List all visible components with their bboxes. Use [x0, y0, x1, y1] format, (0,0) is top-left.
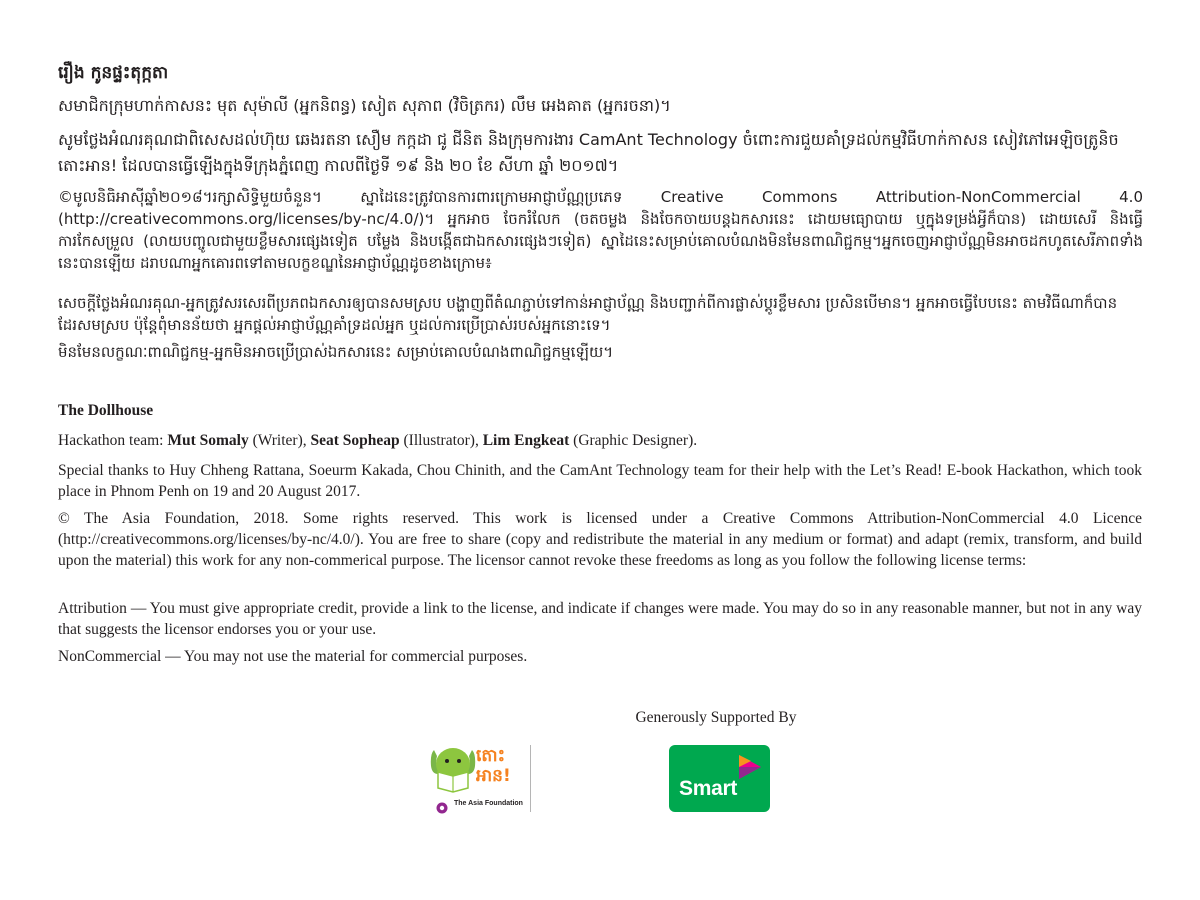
- khmer-team-credits: សមាជិកក្រុមហាក់កាសនះ មុត សុម៉ាលី (អ្នកនិពន្ធ) សៀត សុភាព (វិចិត្រករ) លឹម អេងគាត (អ្នករចនា)។: [58, 96, 671, 115]
- member-name: Seat Sopheap: [310, 432, 400, 449]
- english-copyright: © The Asia Foundation, 2018. Some rights reserved. This work is licensed under a Creative Commons Attribution-NonCommercial 4.0 Licence (http://creativecommons.org/licenses/by-nc/4.0/). You are free to share (copy and redistribute the material in any medium or format) and adapt (remix, transform, and build upon the material) this work for any non-commerical purpose. The licensor cannot revoke these freedoms as long as you follow the following license terms:: [58, 510, 1142, 569]
- khmer-thanks: សូមថ្លែងអំណរគុណជាពិសេសដល់ហ៊ុយ ឆេងរតនា សឿម កក្កដា ជូ ជីនិត និងក្រុមការងារ CamAnt Technology ចំពោះការជួយគាំទ្រដល់កម្មវិធីហាក់កាសន សៀវភៅអេឡិចត្រូនិច តោះអាន! ដែលបានធ្វើឡើងក្នុងទីក្រុងភ្នំពេញ កាលពីថ្ងៃទី ១៩ និង ២០ ខែ សីហា ឆ្នាំ ២០១៧។: [58, 130, 1119, 175]
- member-name: Mut Somaly: [167, 432, 249, 449]
- member-role: (Writer),: [248, 432, 311, 449]
- member-role: (Illustrator),: [399, 432, 483, 449]
- team-prefix: Hackathon team:: [58, 432, 168, 449]
- smart-logo: [669, 745, 770, 812]
- asia-foundation-name: The Asia Foundation: [454, 800, 523, 807]
- english-title: The Dollhouse: [58, 402, 154, 419]
- khmer-noncommercial: មិនមែនលក្ខណៈពាណិជ្ជកម្ម-អ្នកមិនអាចប្រើប្រាស់ឯកសារនេះ សម្រាប់គោលបំណងពាណិជ្ជកម្មឡើយ។: [58, 343, 614, 361]
- english-noncommercial: NonCommercial — You may not use the material for commercial purposes.: [58, 648, 528, 665]
- smart-wordmark: Smart: [679, 777, 738, 800]
- member-name: Lim Engkeat: [482, 432, 570, 449]
- khmer-attribution: សេចក្តីថ្លែងអំណរគុណ-អ្នកត្រូវសរសេរពីប្រភពឯកសារឲ្យបានសមស្រប បង្ហាញពីតំណភ្ជាប់ទៅកាន់អាជ្ញាប័ណ្ណ និងបញ្ជាក់ពីការផ្លាស់ប្តូរខ្លឹមសារ ប្រសិនបើមាន។ អ្នកអាចធ្វើបែបនេះ តាមវិធីណាក៏បានដែរសមស្រប ប៉ុន្តែពុំមានន័យថា អ្នកផ្តល់អាជ្ញាប័ណ្ណគាំទ្រដល់អ្នក ឬដល់ការប្រើប្រាស់របស់អ្នកនោះទេ។: [58, 294, 1118, 334]
- english-team-credits: [58, 430, 1142, 451]
- khmer-copyright: ©មូលនិធិអាស៊ីឆ្នាំ២០១៨។រក្សាសិទ្ធិមួយចំនួន។ ស្នាដៃនេះត្រូវបានការពារក្រោមអាជ្ញាប័ណ្ណប្រភេទ Creative Commons Attribution-NonCommercial 4.0 (http://creativecommons.org/licenses/by-nc/4.0/)។ អ្នកអាច ចែករំលែក (ចតចម្លង និងចែកចាយបន្តឯកសារនេះ ដោយមធ្យោបាយ ឬក្នុងទម្រង់អ្វីក៏បាន) ដោយសេរី និងធ្វើការកែសម្រួល (លាយបញ្ចូលជាមួយខ្លឹមសារផ្សេងទៀត បម្លែង និងបង្កើតជាឯកសារផ្សេងៗទៀត) ស្នាដៃនេះសម្រាប់គោលបំណងមិនមែនពាណិជ្ជកម្ម។អ្នកចេញអាជ្ញាប័ណ្ណមិនអាចដកហូតសេរីភាពទាំងនេះបានឡើយ ដរាបណាអ្នកគោរពទៅតាមលក្ខខណ្ឌនៃអាជ្ញាប័ណ្ណដូចខាងក្រោម៖: [58, 188, 1143, 272]
- supported-by-label: Generously Supported By: [635, 709, 797, 726]
- english-attribution: Attribution — You must give appropriate credit, provide a link to the license, and indicate if changes were made. You may do so in any reasonable manner, but not in any way that suggests the licensor endorses you or your use.: [58, 600, 1142, 638]
- lets-read-khmer-wordmark: តោះ អាន!: [476, 746, 511, 786]
- english-thanks: Special thanks to Huy Chheng Rattana, Soeurm Kakada, Chou Chinith, and the CamAnt Technology team for their help with the Let’s Read! E-book Hackathon, which took place in Phnom Penh on 19 and 20 August 2017.: [58, 462, 1142, 500]
- khmer-title: រឿង កូនផ្ទះតុក្កតា: [58, 63, 169, 83]
- member-role: (Graphic Designer).: [569, 432, 698, 449]
